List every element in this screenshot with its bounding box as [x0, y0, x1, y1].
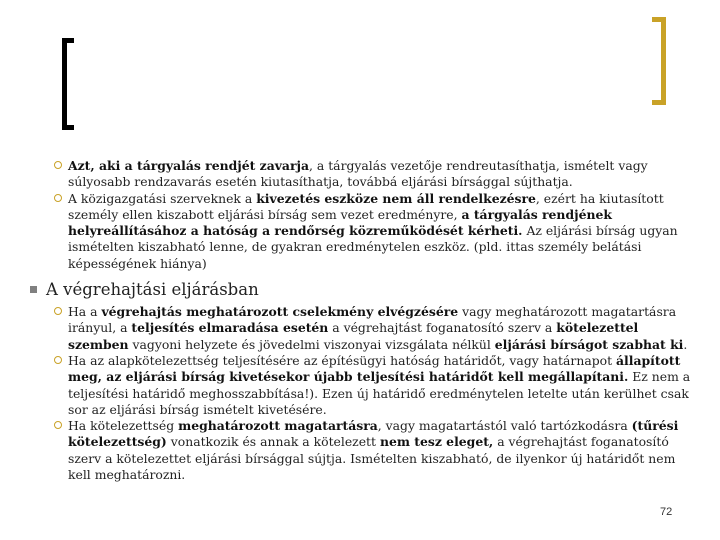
ring-bullet-icon [54, 421, 62, 429]
right-bracket-decoration [652, 17, 666, 105]
text: , a tárgyalás vezetője rendreutasíthatja, ismételt vagy súlyosabb rendzavarás esetén kiutasíthatja, továbbá eljárási bírsággal sújthatja. [68, 158, 648, 190]
slide-content [30, 158, 695, 483]
left-bracket-decoration [62, 38, 74, 130]
text-bold: állapított meg, az eljárási bírság kivetésekor újabb teljesítési határidőt kell megállapítani. [68, 352, 681, 385]
text: a végrehajtást foganatosító szerv a kötelezettet eljárási bírsággal sújtja. Ismételten kiszabható, de ilyenkor új határidőt nem kell meghatározni. [68, 434, 676, 483]
square-bullet-icon [30, 286, 37, 293]
bullet-new-deadline [30, 353, 695, 418]
text: A közigazgatási szerveknek a [68, 190, 257, 206]
text-bold: (tűrési kötelezettség) [68, 418, 679, 450]
text: . [683, 336, 688, 352]
text-bold: Azt, aki a tárgyalás rendjét zavarja [68, 158, 309, 173]
text: Az eljárási bírság ugyan ismételten kiszabható lenne, de gyakran eredménytelen eszköz. (pld. ittas személy belátási képességének hiánya) [68, 223, 678, 271]
ring-bullet-icon [54, 161, 62, 169]
text-bold: nem tesz eleget, [379, 434, 494, 450]
text: Ha a [68, 304, 102, 320]
bullet-tolerance-obligation [30, 418, 695, 483]
text: Ez nem a teljesítési határidő meghosszabbítása!). Ezen új határidő eredménytelen letelte után kerülhet csak sor az eljárási bírság ismételt kivetésére. [68, 369, 691, 417]
ring-bullet-icon [54, 356, 62, 364]
text: , ezért ha kiutasított személy ellen kiszabott eljárási bírság sem vezet eredményre, [68, 190, 664, 222]
text: vonatkozik és annak a kötelezett [166, 434, 380, 450]
text-bold: a tárgyalás rendjének helyreállításához a hatóság a rendőrség közreműködését kérheti. [68, 206, 612, 239]
bullet-disruption [30, 158, 695, 191]
text: Ha kötelezettség [68, 418, 179, 434]
text: a végrehajtást foganatosító szerv a [328, 320, 557, 336]
ring-bullet-icon [54, 194, 62, 202]
text: , vagy magatartástól való tartózkodásra [377, 418, 632, 434]
text: Ha az alapkötelezettség teljesítésére az építésügyi hatóság határidőt, vagy határnapot [68, 352, 617, 368]
text-bold: kivezetés eszköze nem áll rendelkezésre [256, 190, 536, 206]
text: vagy meghatározott magatartásra irányul, a [68, 304, 677, 336]
text-bold: eljárási bírságot szabhat ki [494, 336, 684, 352]
main-bullet-label: A végrehajtási eljárásban [46, 280, 259, 300]
bullet-police-assistance [30, 191, 695, 272]
page-number: 72 [660, 506, 673, 518]
main-bullet-enforcement [30, 280, 695, 300]
text-bold: teljesítés elmaradása esetén [131, 320, 329, 336]
bullet-enforcement-fine [30, 304, 695, 353]
text-bold: meghatározott magatartásra [178, 418, 378, 434]
text-bold: végrehajtás meghatározott cselekmény elvégzésére [101, 304, 459, 320]
text-bold: kötelezettel szemben [68, 320, 639, 352]
text: vagyoni helyzete és jövedelmi viszonyai vizsgálata nélkül [128, 336, 495, 352]
ring-bullet-icon [54, 307, 62, 315]
